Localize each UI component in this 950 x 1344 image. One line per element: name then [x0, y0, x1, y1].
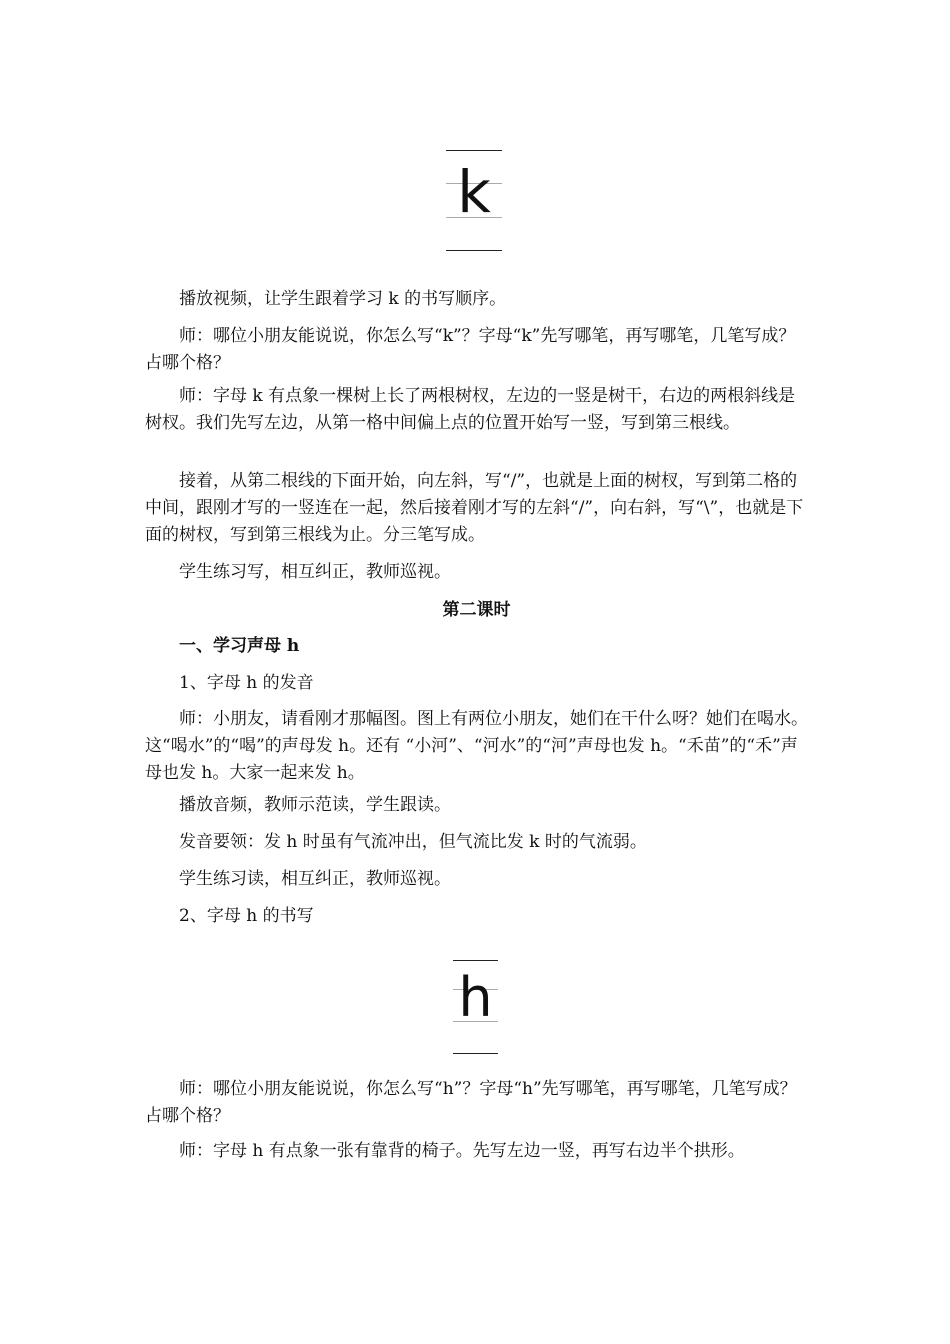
subheading-h-writing: 2、字母 h 的书写 — [179, 906, 314, 926]
grid-line-top — [446, 150, 502, 151]
paragraph-audio: 播放音频，教师示范读，学生跟读。 — [179, 795, 451, 815]
paragraph-k-strokes: 接着，从第二根线的下面开始，向左斜，写“/”，也就是上面的树杈，写到第二格的中间，跟刚才写的一竖连在一起，然后接着刚才写的左斜“/”，向右斜，写“\”，也就是下面的树杈，写到第三根线为止。分三笔写成。 — [145, 471, 804, 545]
paragraph-pronunciation-tips: 发音要领：发 h 时虽有气流冲出，但气流比发 k 时的气流弱。 — [179, 832, 647, 852]
lesson-heading: 第二课时 — [442, 600, 511, 620]
paragraph-question-k: 师：哪位小朋友能说说，你怎么写“k”？字母“k”先写哪笔，再写哪笔，几笔写成？占哪个格？ — [145, 326, 796, 373]
letter-k-grid — [446, 145, 502, 255]
paragraph-practice-read: 学生练习读，相互纠正，教师巡视。 — [179, 869, 451, 889]
paragraph-h-explain: 师：字母 h 有点象一张有靠背的椅子。先写左边一竖，再写右边半个拱形。 — [179, 1141, 745, 1161]
paragraph-video: 播放视频，让学生跟着学习 k 的书写顺序。 — [179, 289, 507, 309]
paragraph-practice-write: 学生练习写，相互纠正，教师巡视。 — [179, 562, 451, 582]
paragraph-h-intro: 师：小朋友，请看刚才那幅图。图上有两位小朋友，她们在干什么呀？她们在喝水。这“喝水”的“喝”的声母发 h。还有 “小河”、“河水”的“河”声母也发 h。“禾苗”的“禾”声母也发 h。大家一起来发 h。 — [145, 709, 808, 783]
paragraph-k-explain: 师：字母 k 有点象一棵树上长了两根树杈，左边的一竖是树干，右边的两根斜线是树杈。我们先写左边，从第一格中间偏上点的位置开始写一竖，写到第三根线。 — [145, 386, 796, 433]
grid-line-bottom — [446, 250, 502, 251]
section-heading-h: 一、学习声母 h — [179, 636, 300, 656]
letter-h-glyph: h — [458, 966, 493, 1029]
grid-line-top — [453, 960, 498, 961]
subheading-h-pronunciation: 1、字母 h 的发音 — [179, 673, 314, 693]
letter-k-glyph: k — [457, 158, 491, 226]
letter-h-grid — [453, 955, 498, 1060]
paragraph-question-h: 师：哪位小朋友能说说，你怎么写“h”？字母“h”先写哪笔，再写哪笔，几笔写成？占哪个格？ — [145, 1079, 797, 1126]
grid-line-bottom — [453, 1053, 498, 1054]
